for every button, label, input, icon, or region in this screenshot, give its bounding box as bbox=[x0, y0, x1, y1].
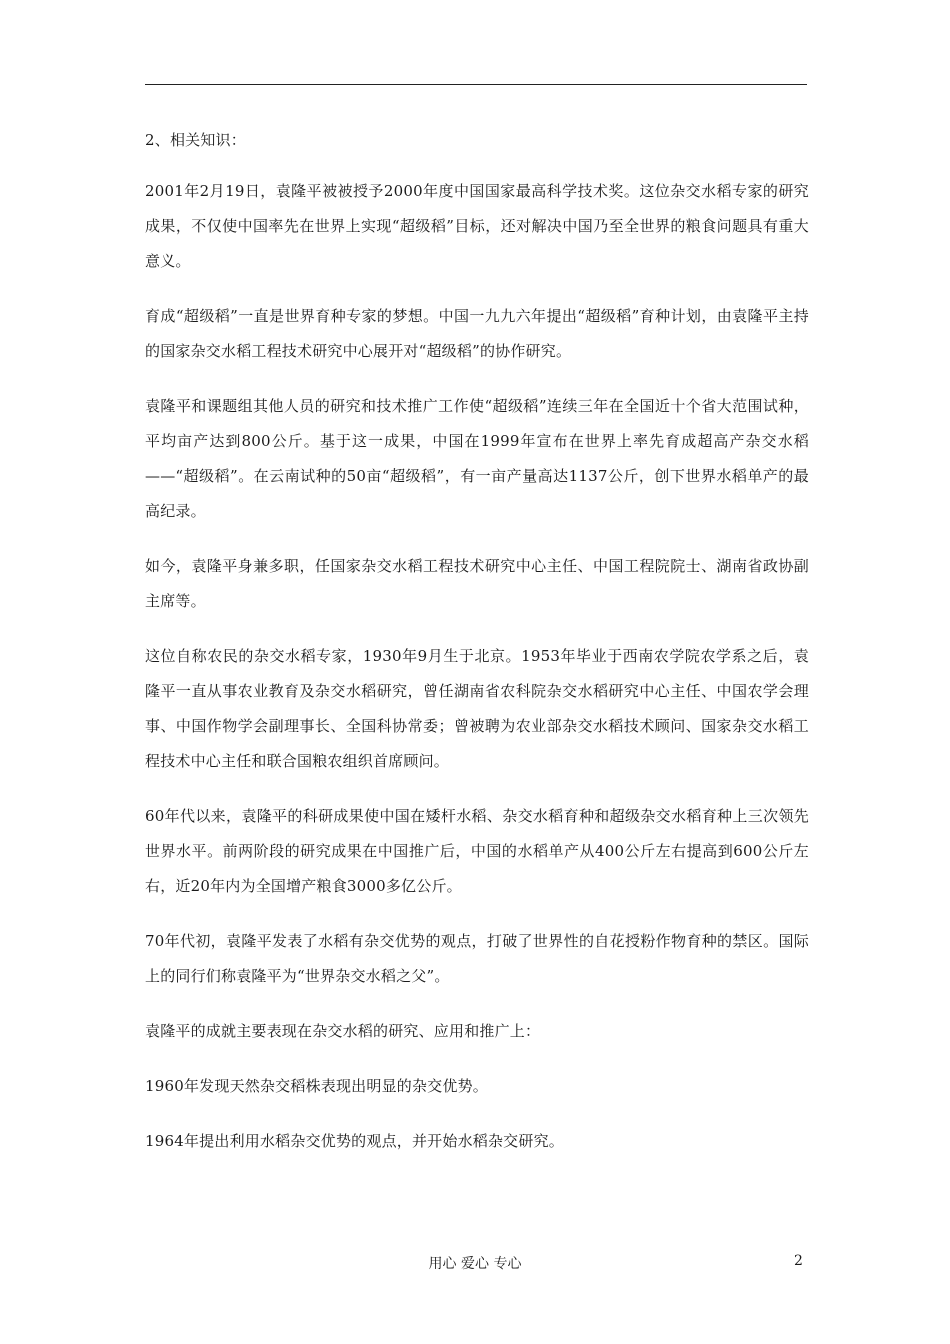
paragraph: 如今，袁隆平身兼多职，任国家杂交水稻工程技术研究中心主任、中国工程院院士、湖南省政协副主席等。 bbox=[145, 557, 809, 610]
paragraph: 这位自称农民的杂交水稻专家，1930年9月生于北京。1953年毕业于西南农学院农学系之后，袁隆平一直从事农业教育及杂交水稻研究，曾任湖南省农科院杂交水稻研究中心主任、中国农学会理事、中国作物学会副理事长、全国科协常委；曾被聘为农业部杂交水稻技术顾问、国家杂交水稻工程技术中心主任和联合国粮农组织首席顾问。 bbox=[145, 647, 809, 770]
page-number: 2 bbox=[794, 1253, 803, 1269]
paragraph: 育成“超级稻”一直是世界育种专家的梦想。中国一九九六年提出“超级稻”育种计划，由袁隆平主持的国家杂交水稻工程技术研究中心展开对“超级稻”的协作研究。 bbox=[145, 307, 809, 360]
header-rule bbox=[145, 84, 807, 85]
paragraph: 1960年发现天然杂交稻株表现出明显的杂交优势。 bbox=[145, 1077, 488, 1095]
document-body bbox=[145, 123, 809, 1179]
paragraph: 70年代初，袁隆平发表了水稻有杂交优势的观点，打破了世界性的自花授粉作物育种的禁区。国际上的同行们称袁隆平为“世界杂交水稻之父”。 bbox=[145, 932, 809, 985]
paragraph: 1964年提出利用水稻杂交优势的观点，并开始水稻杂交研究。 bbox=[145, 1132, 564, 1150]
section-heading: 2、相关知识： bbox=[145, 131, 246, 149]
paragraph: 2001年2月19日，袁隆平被被授予2000年度中国国家最高科学技术奖。这位杂交水稻专家的研究成果，不仅使中国率先在世界上实现“超级稻”目标，还对解决中国乃至全世界的粮食问题具有重大意义。 bbox=[145, 182, 809, 270]
footer-motto: 用心 爱心 专心 bbox=[428, 1256, 522, 1272]
paragraph: 袁隆平和课题组其他人员的研究和技术推广工作使“超级稻”连续三年在全国近十个省大范围试种，平均亩产达到800公斤。基于这一成果，中国在1999年宣布在世界上率先育成超高产杂交水稻——“超级稻”。在云南试种的50亩“超级稻”，有一亩产量高达1137公斤，创下世界水稻单产的最高纪录。 bbox=[145, 397, 809, 520]
paragraph: 袁隆平的成就主要表现在杂交水稻的研究、应用和推广上： bbox=[145, 1022, 541, 1040]
paragraph: 60年代以来，袁隆平的科研成果使中国在矮杆水稻、杂交水稻育种和超级杂交水稻育种上三次领先世界水平。前两阶段的研究成果在中国推广后，中国的水稻单产从400公斤左右提高到600公斤左右，近20年内为全国增产粮食3000多亿公斤。 bbox=[145, 807, 809, 895]
